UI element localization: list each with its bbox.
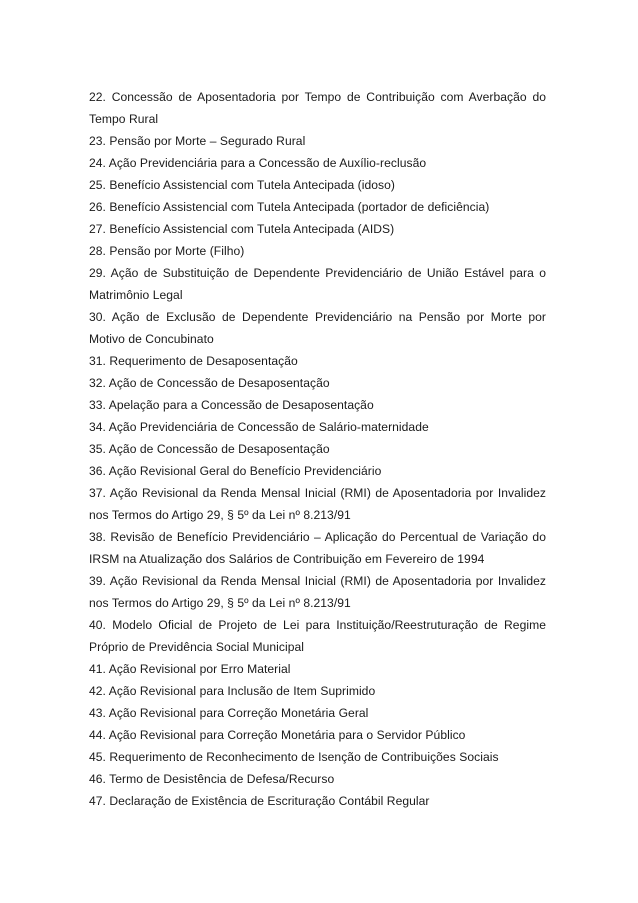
list-item: 34. Ação Previdenciária de Concessão de Salário-maternidade	[89, 420, 429, 434]
list-item: 26. Benefício Assistencial com Tutela Antecipada (portador de deficiência)	[89, 200, 490, 214]
list-item: 43. Ação Revisional para Correção Monetária Geral	[89, 706, 369, 720]
list-item: 42. Ação Revisional para Inclusão de Item Suprimido	[89, 684, 376, 698]
list-item: 29. Ação de Substituição de Dependente Previdenciário de União Estável para o Matrimônio Legal	[89, 266, 546, 302]
list-item: 44. Ação Revisional para Correção Monetária para o Servidor Público	[89, 728, 466, 742]
list-item: 47. Declaração de Existência de Escrituração Contábil Regular	[89, 794, 430, 808]
list-item: 36. Ação Revisional Geral do Benefício Previdenciário	[89, 464, 382, 478]
list-item: 35. Ação de Concessão de Desaposentação	[89, 442, 330, 456]
list-item: 28. Pensão por Morte (Filho)	[89, 244, 245, 258]
list-item: 40. Modelo Oficial de Projeto de Lei para Instituição/Reestruturação de Regime Próprio de Previdência Social Municipal	[89, 618, 546, 654]
list-item: 27. Benefício Assistencial com Tutela Antecipada (AIDS)	[89, 222, 395, 236]
list-item: 39. Ação Revisional da Renda Mensal Inicial (RMI) de Aposentadoria por Invalidez nos Termos do Artigo 29, § 5º da Lei nº 8.213/91	[89, 574, 546, 610]
list-item: 38. Revisão de Benefício Previdenciário – Aplicação do Percentual de Variação do IRSM na Atualização dos Salários de Contribuição em Fevereiro de 1994	[89, 530, 546, 566]
list-item: 23. Pensão por Morte – Segurado Rural	[89, 134, 306, 148]
list-item: 31. Requerimento de Desaposentação	[89, 354, 298, 368]
list-item: 45. Requerimento de Reconhecimento de Isenção de Contribuições Sociais	[89, 750, 499, 764]
list-item: 32. Ação de Concessão de Desaposentação	[89, 376, 330, 390]
list-item: 25. Benefício Assistencial com Tutela Antecipada (idoso)	[89, 178, 395, 192]
list-item: 22. Concessão de Aposentadoria por Tempo de Contribuição com Averbação do Tempo Rural	[89, 90, 546, 126]
list-item: 41. Ação Revisional por Erro Material	[89, 662, 291, 676]
list-item: 30. Ação de Exclusão de Dependente Previdenciário na Pensão por Morte por Motivo de Concubinato	[89, 310, 546, 346]
list-item: 37. Ação Revisional da Renda Mensal Inicial (RMI) de Aposentadoria por Invalidez nos Termos do Artigo 29, § 5º da Lei nº 8.213/91	[89, 486, 546, 522]
list-item: 24. Ação Previdenciária para a Concessão de Auxílio-reclusão	[89, 156, 427, 170]
list-item: 46. Termo de Desistência de Defesa/Recurso	[89, 772, 335, 786]
entry-list	[89, 86, 546, 812]
list-item: 33. Apelação para a Concessão de Desaposentação	[89, 398, 374, 412]
